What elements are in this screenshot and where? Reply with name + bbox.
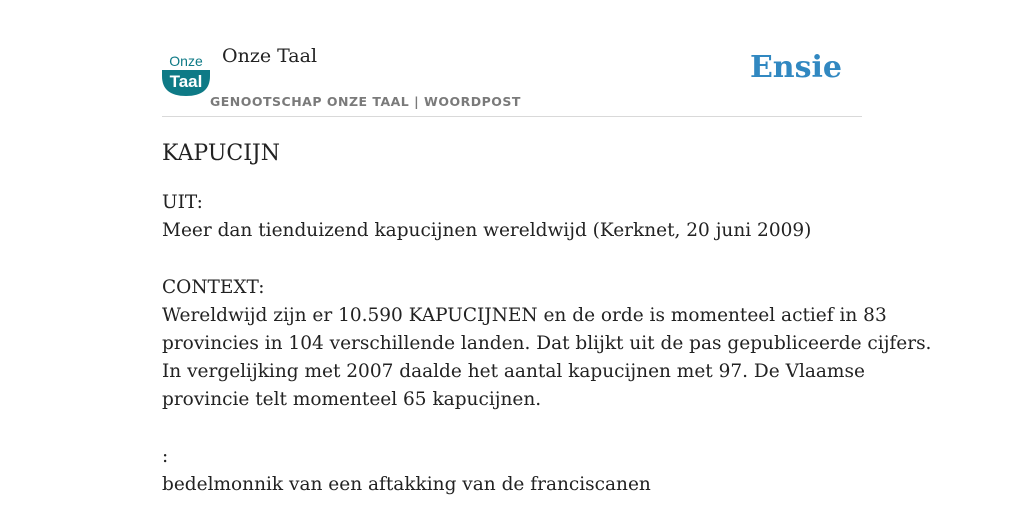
entry-content [162, 138, 932, 499]
header [162, 0, 862, 117]
logo-text-taal: Taal [169, 72, 203, 91]
spacer [162, 245, 882, 273]
definition-label: : [162, 445, 169, 467]
site-subtitle: GENOOTSCHAP ONZE TAAL | WOORDPOST [210, 94, 521, 109]
context-line: provincies in 104 verschillende landen. Dat blijkt uit de pas gepubliceerde cijfers. [162, 332, 932, 354]
entry-title: KAPUCIJN [162, 141, 280, 166]
definition-text: bedelmonnik van een aftakking van de franciscanen [162, 473, 651, 495]
source-text: Meer dan tienduizend kapucijnen wereldwijd (Kerknet, 20 juni 2009) [162, 220, 812, 242]
context-line: provincie telt momenteel 65 kapucijnen. [162, 389, 542, 411]
context-line: Wereldwijd zijn er 10.590 KAPUCIJNEN en de orde is momenteel actief in 83 [162, 304, 887, 326]
logo-text-onze: Onze [169, 53, 203, 69]
context-label: CONTEXT: [162, 276, 265, 298]
spacer [162, 415, 882, 443]
ensie-brand-logo[interactable]: Ensie [749, 50, 842, 85]
onze-taal-logo[interactable] [162, 50, 210, 96]
source-label: UIT: [162, 192, 203, 213]
context-line: In vergelijking met 2007 daalde het aantal kapucijnen met 97. De Vlaamse [162, 361, 865, 383]
site-name[interactable]: Onze Taal [222, 45, 318, 67]
